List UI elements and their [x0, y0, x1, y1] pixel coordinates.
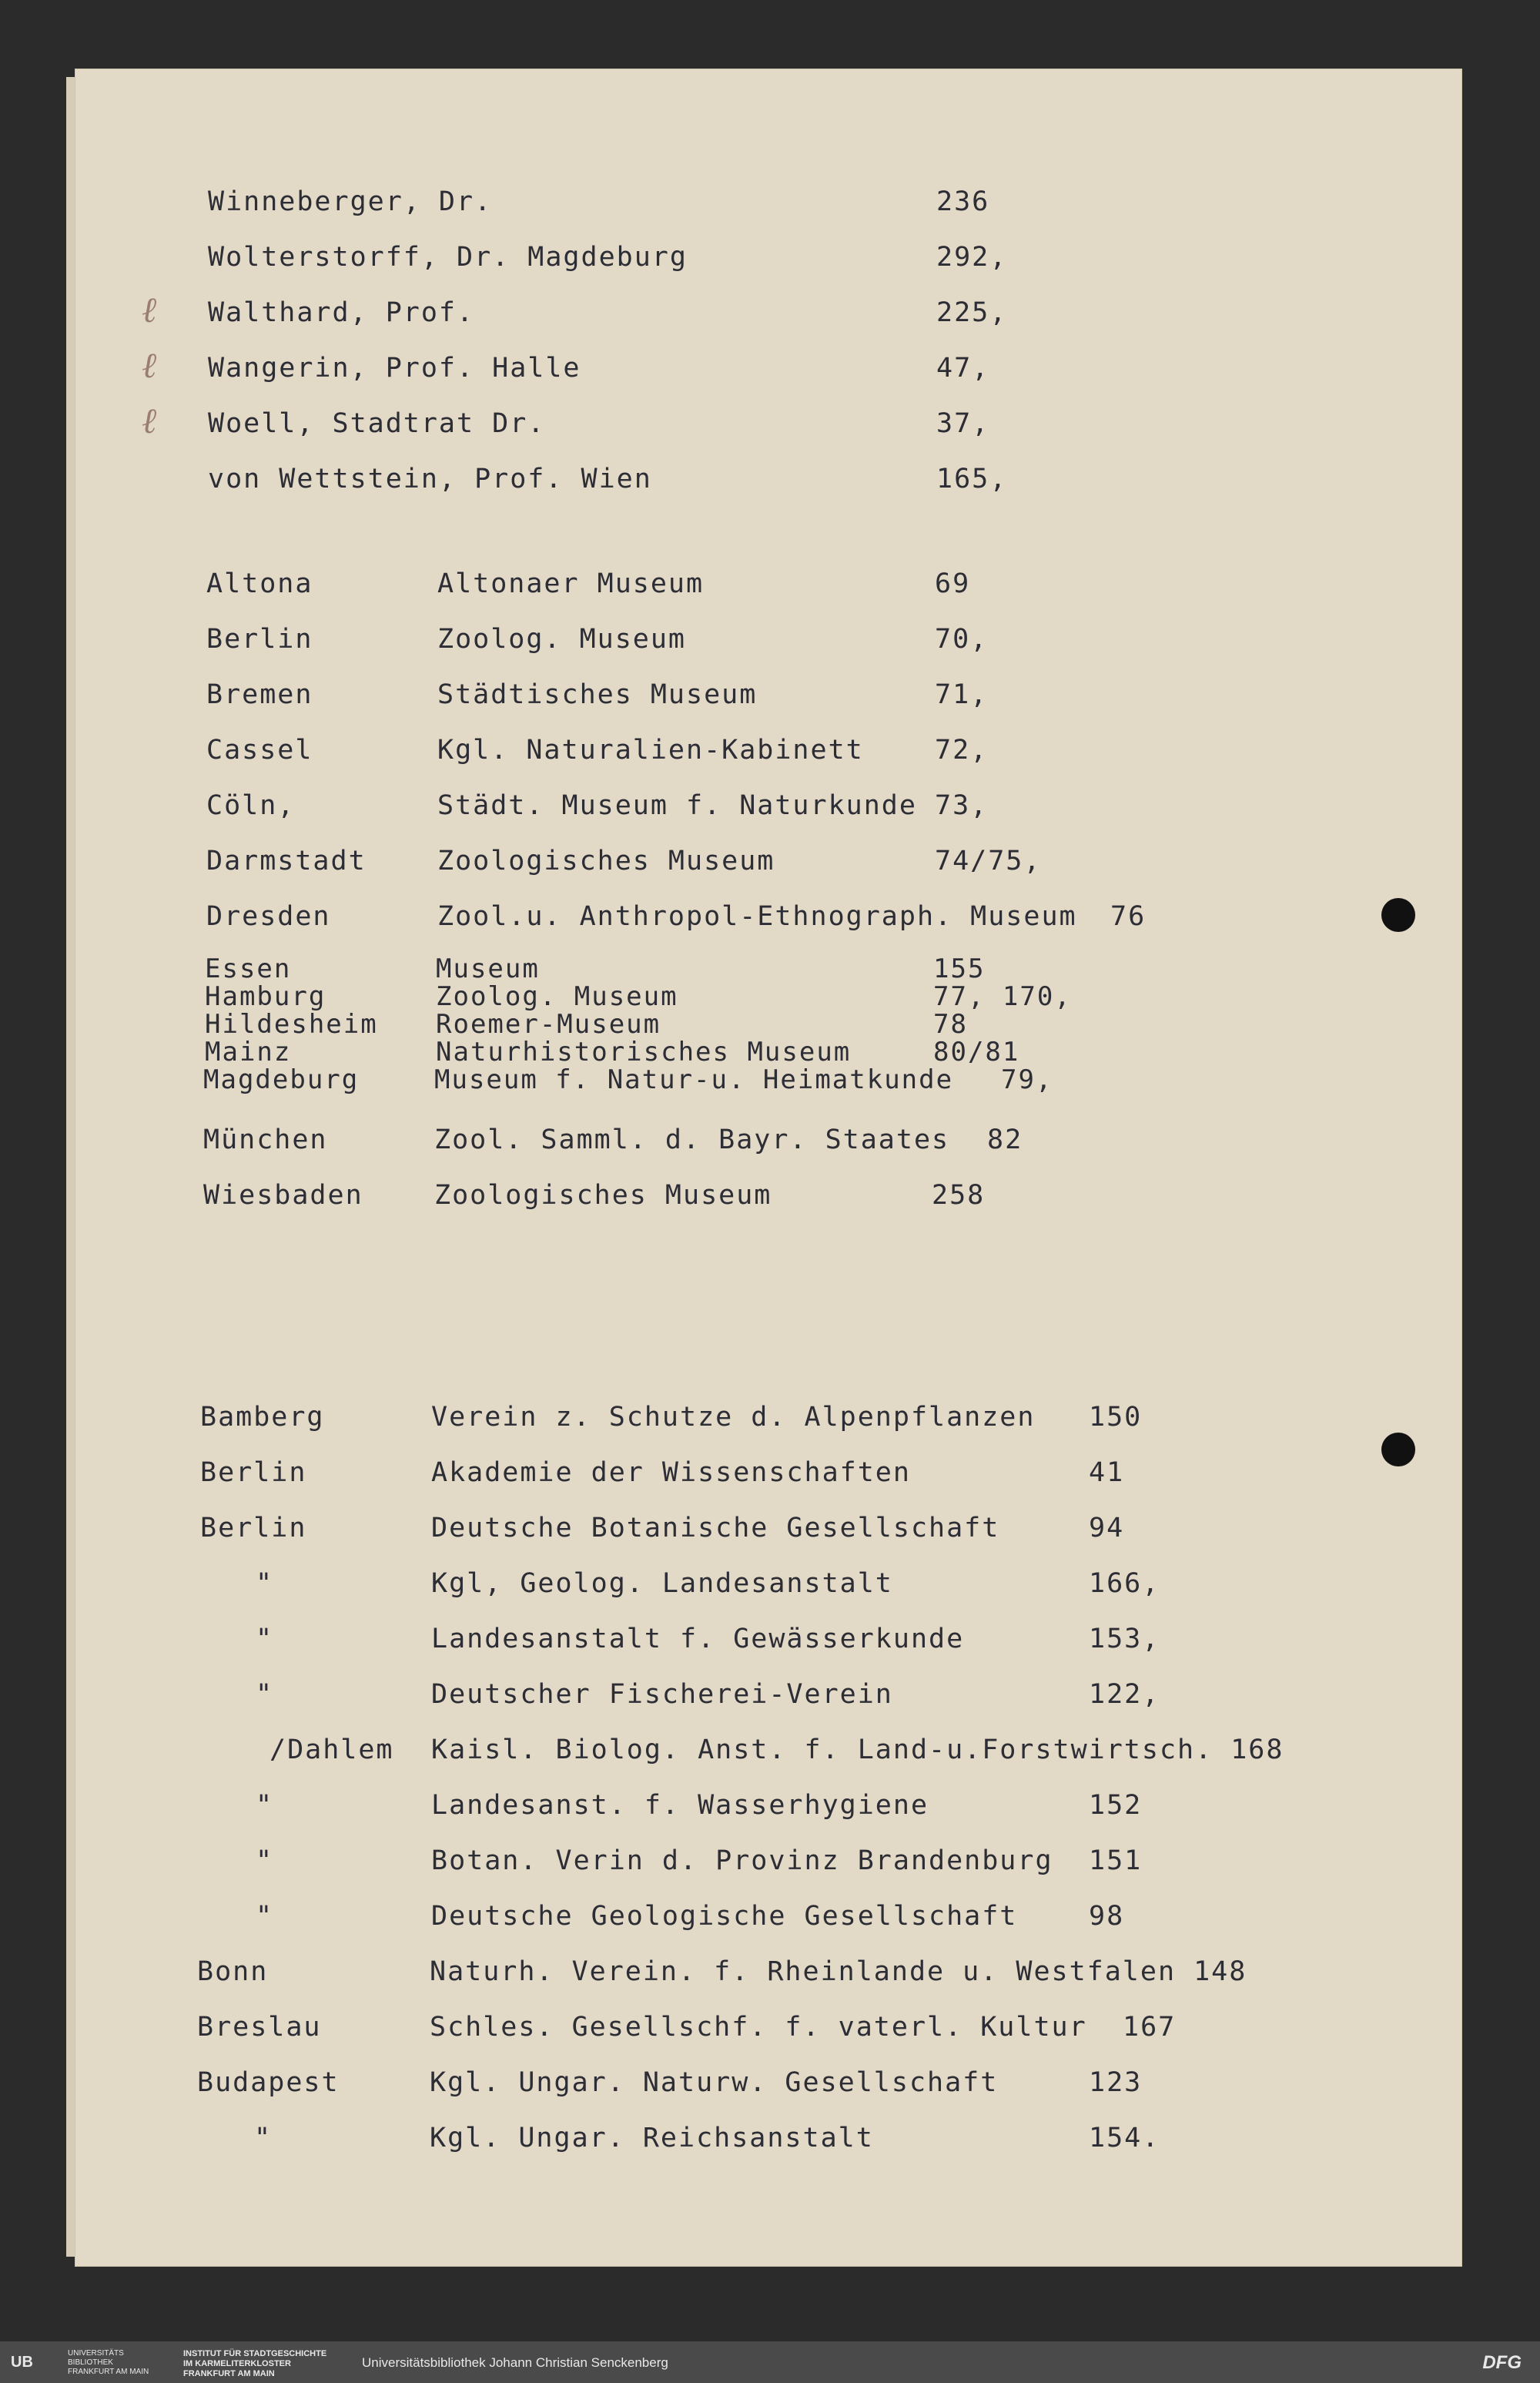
institution: Kgl. Ungar. Reichsanstalt: [430, 2123, 874, 2153]
entry-number: 72,: [935, 735, 989, 766]
ditto-mark: ": [256, 1901, 274, 1932]
city: Wiesbaden: [203, 1180, 363, 1211]
city: Altona: [206, 568, 313, 599]
society-row: [75, 1898, 1461, 1935]
museum-row: [75, 676, 1461, 713]
entry-number: 166,: [1089, 1568, 1160, 1599]
ditto-mark: ": [254, 2123, 273, 2153]
institution: Zool. Samml. d. Bayr. Staates: [434, 1124, 950, 1155]
institution: Landesanstalt f. Gewässerkunde: [431, 1624, 965, 1654]
city: Berlin: [206, 624, 313, 655]
society-row: [75, 1787, 1461, 1824]
society-row: [75, 1953, 1461, 1990]
library-name: Universitätsbibliothek Johann Christian Senckenberg: [362, 2355, 668, 2370]
city: Hildesheim: [205, 1009, 378, 1040]
institution: Akademie der Wissenschaften: [431, 1457, 911, 1488]
institution: Schles. Gesellschf. f. vaterl. Kultur: [430, 2012, 1087, 2043]
institution: Museum: [436, 954, 540, 984]
institution: Zool.u. Anthropol-Ethnograph. Museum: [437, 901, 1077, 932]
person-number: 225,: [936, 297, 1008, 328]
entry-number: 155: [933, 954, 986, 984]
museum-row: [75, 787, 1461, 824]
society-row: [75, 2120, 1461, 2157]
institution: Zoologisches Museum: [437, 846, 775, 876]
institution: Landesanst. f. Wasserhygiene: [431, 1790, 929, 1821]
ditto-mark: ": [256, 1790, 274, 1821]
person-row: [75, 183, 1461, 220]
institution: Zoologisches Museum: [434, 1180, 772, 1211]
city: München: [203, 1124, 328, 1155]
ditto-mark: ": [256, 1624, 274, 1654]
institution: Zoolog. Museum: [437, 624, 687, 655]
society-row: [75, 2064, 1461, 2101]
city: Mainz: [205, 1037, 292, 1067]
society-row: [75, 1676, 1461, 1713]
institution: Kgl, Geolog. Landesanstalt: [431, 1568, 893, 1599]
person-number: 165,: [936, 464, 1008, 494]
museum-row: [75, 1121, 1461, 1158]
punch-hole: [1381, 898, 1415, 932]
entry-number: 153,: [1089, 1624, 1160, 1654]
city: Bremen: [206, 679, 313, 710]
museum-row: [75, 565, 1461, 602]
society-row: [75, 1510, 1461, 1547]
entry-number: 82: [987, 1124, 1023, 1155]
footer-bar: [0, 2341, 1540, 2383]
entry-number: 70,: [935, 624, 989, 655]
entry-number: 41: [1089, 1457, 1125, 1488]
pencil-mark: ℓ: [142, 344, 159, 386]
institution: Altonaer Museum: [437, 568, 705, 599]
city: Cöln,: [206, 790, 296, 821]
entry-number: 76: [1110, 901, 1147, 932]
person-number: 47,: [936, 353, 990, 384]
city: Darmstadt: [206, 846, 367, 876]
person-number: 236: [936, 186, 990, 217]
city: Bamberg: [200, 1402, 325, 1433]
entry-number: 71,: [935, 679, 989, 710]
institution: Verein z. Schutze d. Alpenpflanzen: [431, 1402, 1036, 1433]
person-row: [75, 344, 1461, 387]
society-row: [75, 1399, 1461, 1436]
society-row: [75, 1454, 1461, 1491]
entry-number: 74/75,: [935, 846, 1042, 876]
city: Breslau: [197, 2012, 322, 2043]
institution: Naturhistorisches Museum: [436, 1037, 852, 1067]
punch-hole: [1381, 1433, 1415, 1466]
institution: Städtisches Museum: [437, 679, 758, 710]
institution: Deutsche Geologische Gesellschaft: [431, 1901, 1018, 1932]
person-number: 37,: [936, 408, 990, 439]
museum-row: [75, 983, 1461, 1011]
museum-row: [75, 898, 1461, 935]
entry-number: 167: [1123, 2012, 1177, 2043]
person-row: [75, 400, 1461, 442]
entry-number: 151: [1089, 1845, 1143, 1876]
ub-logo-subtitle: UNIVERSITÄTS BIBLIOTHEK FRANKFURT AM MAIN: [68, 2349, 149, 2376]
institution: Städt. Museum f. Naturkunde: [437, 790, 917, 821]
entry-number: 258: [932, 1180, 986, 1211]
person-row: [75, 239, 1461, 276]
museum-row: [75, 732, 1461, 769]
society-row: [75, 2009, 1461, 2046]
person-name: Woell, Stadtrat Dr.: [208, 408, 546, 439]
person-row: [75, 461, 1461, 498]
institution: Kgl. Naturalien-Kabinett: [437, 735, 864, 766]
institution: Naturh. Verein. f. Rheinlande u. Westfalen 148: [430, 1956, 1247, 1987]
institution: Botan. Verin d. Provinz Brandenburg: [431, 1845, 1053, 1876]
entry-number: 79,: [1001, 1064, 1053, 1095]
museum-row: [75, 1177, 1461, 1214]
museum-row: [75, 1066, 1461, 1094]
pencil-mark: ℓ: [142, 289, 159, 330]
institution: Museum f. Natur-u. Heimatkunde: [434, 1064, 954, 1095]
city: Essen: [205, 954, 292, 984]
dfg-logo: DFG: [1482, 2352, 1522, 2373]
entry-number: 94: [1089, 1513, 1125, 1543]
city: Bonn: [197, 1956, 269, 1987]
entry-number: 154.: [1089, 2123, 1160, 2153]
pencil-mark: ℓ: [142, 400, 159, 441]
institution: Kaisl. Biolog. Anst. f. Land-u.Forstwirtsch. 168: [431, 1734, 1284, 1765]
person-number: 292,: [936, 242, 1008, 273]
museum-row: [75, 1038, 1461, 1066]
person-name: Winneberger, Dr.: [208, 186, 493, 217]
society-row: [75, 1621, 1461, 1657]
city: /Dahlem: [270, 1734, 394, 1765]
institution: Roemer-Museum: [436, 1009, 661, 1040]
museum-row: [75, 955, 1461, 983]
entry-number: 77, 170,: [933, 981, 1072, 1012]
museum-row: [75, 1011, 1461, 1038]
person-name: Walthard, Prof.: [208, 297, 475, 328]
person-name: Wangerin, Prof. Halle: [208, 353, 581, 384]
institute-logo: INSTITUT FÜR STADTGESCHICHTE IM KARMELITERKLOSTER FRANKFURT AM MAIN: [183, 2349, 327, 2378]
entry-number: 152: [1089, 1790, 1143, 1821]
museum-row: [75, 843, 1461, 880]
city: Budapest: [197, 2067, 340, 2098]
entry-number: 78: [933, 1009, 968, 1040]
society-row: [75, 1565, 1461, 1602]
entry-number: 69: [935, 568, 971, 599]
person-name: von Wettstein, Prof. Wien: [208, 464, 652, 494]
city: Cassel: [206, 735, 313, 766]
person-name: Wolterstorff, Dr. Magdeburg: [208, 242, 688, 273]
entry-number: 150: [1089, 1402, 1143, 1433]
ditto-mark: ": [256, 1679, 274, 1710]
city: Berlin: [200, 1457, 307, 1488]
society-row: [75, 1842, 1461, 1879]
city: Magdeburg: [203, 1064, 360, 1095]
entry-number: 73,: [935, 790, 989, 821]
entry-number: 123: [1089, 2067, 1143, 2098]
society-row: [75, 1731, 1461, 1768]
person-row: [75, 289, 1461, 331]
entry-number: 80/81: [933, 1037, 1020, 1067]
city: Hamburg: [205, 981, 326, 1012]
institution: Kgl. Ungar. Naturw. Gesellschaft: [430, 2067, 999, 2098]
ub-logo: UB: [11, 2354, 33, 2371]
document-page: [75, 69, 1461, 2266]
institution: Deutscher Fischerei-Verein: [431, 1679, 893, 1710]
city: Dresden: [206, 901, 331, 932]
museum-row: [75, 621, 1461, 658]
institution: Zoolog. Museum: [436, 981, 678, 1012]
entry-number: 122,: [1089, 1679, 1160, 1710]
institution: Deutsche Botanische Gesellschaft: [431, 1513, 1000, 1543]
city: Berlin: [200, 1513, 307, 1543]
entry-number: 98: [1089, 1901, 1125, 1932]
ditto-mark: ": [256, 1845, 274, 1876]
ditto-mark: ": [256, 1568, 274, 1599]
